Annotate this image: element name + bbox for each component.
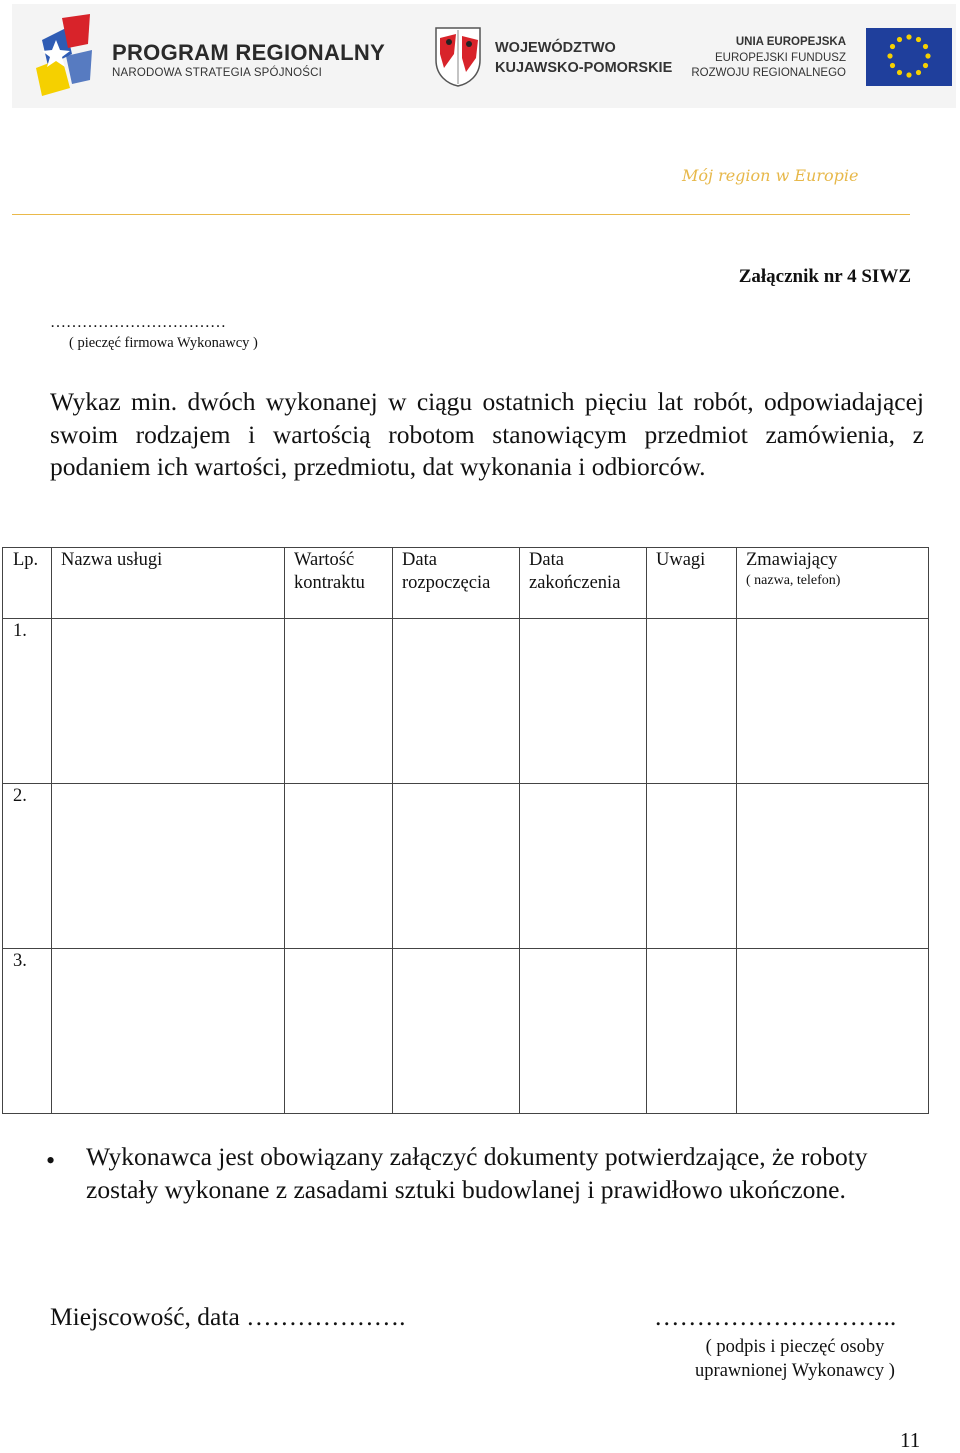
intro-paragraph: Wykaz min. dwóch wykonanej w ciągu ostatnich pięciu lat robót, odpowiadającej swoim rodzajem i wartością robotom stanowiącym przedmiot zamówienia, z podaniem ich wartości, przedmiotu, dat wykonania i odbiorców. bbox=[50, 387, 924, 481]
row-number: 2. bbox=[3, 784, 52, 949]
cell-contract-value[interactable] bbox=[285, 619, 393, 784]
table-row bbox=[3, 784, 929, 949]
contractor-note: Wykonawca jest obowiązany załączyć dokumenty potwierdzające, że roboty zostały wykonane z zasadami sztuki budowlanej i prawidłowo ukończone. bbox=[86, 1142, 868, 1204]
header-service-name: Nazwa usługi bbox=[52, 548, 285, 619]
header-start-date-line1: Data bbox=[402, 550, 437, 570]
eu-label-line3: ROZWOJU REGIONALNEGO bbox=[691, 67, 846, 79]
region-name-line2: KUJAWSKO-POMORSKIE bbox=[495, 60, 673, 76]
region-name-line1: WOJEWÓDZTWO bbox=[495, 40, 616, 56]
program-regionalny-logo bbox=[32, 10, 96, 102]
signature-placeholder: ……………………….. bbox=[654, 1302, 897, 1331]
row-number: 3. bbox=[3, 949, 52, 1114]
header-start-date bbox=[393, 548, 520, 619]
header-contract-value-line2: kontraktu bbox=[294, 573, 365, 593]
cell-start-date[interactable] bbox=[393, 619, 520, 784]
cell-start-date[interactable] bbox=[393, 784, 520, 949]
table-header-row bbox=[3, 548, 929, 619]
cell-end-date[interactable] bbox=[520, 784, 647, 949]
program-title: PROGRAM REGIONALNY bbox=[112, 40, 386, 65]
eu-label-line2: EUROPEJSKI FUNDUSZ bbox=[715, 52, 846, 64]
header-notes: Uwagi bbox=[647, 548, 737, 619]
stamp-caption: ( pieczęć firmowa Wykonawcy ) bbox=[69, 335, 258, 351]
eu-label-line1: UNIA EUROPEJSKA bbox=[735, 36, 846, 48]
cell-client[interactable] bbox=[737, 784, 929, 949]
cell-notes[interactable] bbox=[647, 949, 737, 1114]
program-subtitle: NARODOWA STRATEGIA SPÓJNOŚCI bbox=[112, 67, 323, 79]
cell-notes[interactable] bbox=[647, 784, 737, 949]
cell-end-date[interactable] bbox=[520, 619, 647, 784]
row-number: 1. bbox=[3, 619, 52, 784]
cell-client[interactable] bbox=[737, 949, 929, 1114]
stamp-placeholder: …………………………… bbox=[50, 314, 226, 331]
attachment-label: Załącznik nr 4 SIWZ bbox=[738, 266, 911, 287]
signature-caption-line2: uprawnionej Wykonawcy ) bbox=[695, 1361, 895, 1381]
cell-start-date[interactable] bbox=[393, 949, 520, 1114]
cell-service-name[interactable] bbox=[52, 784, 285, 949]
header-divider bbox=[12, 214, 910, 215]
header-contract-value-line1: Wartość bbox=[294, 550, 355, 570]
works-table bbox=[2, 547, 929, 1114]
header-client-label: Zmawiający bbox=[746, 550, 838, 570]
header-end-date bbox=[520, 548, 647, 619]
cell-service-name[interactable] bbox=[52, 949, 285, 1114]
signature-caption bbox=[670, 1335, 920, 1383]
header-lp: Lp. bbox=[3, 548, 52, 619]
signature-caption-line1: ( podpis i pieczęć osoby bbox=[705, 1337, 885, 1357]
cell-contract-value[interactable] bbox=[285, 949, 393, 1114]
bullet-icon: • bbox=[46, 1146, 56, 1175]
table-row bbox=[3, 619, 929, 784]
cell-client[interactable] bbox=[737, 619, 929, 784]
header-end-date-line2: zakończenia bbox=[529, 573, 621, 593]
header-client-sub: ( nazwa, telefon) bbox=[746, 573, 841, 588]
logo-header bbox=[12, 4, 956, 108]
cell-notes[interactable] bbox=[647, 619, 737, 784]
header-end-date-line1: Data bbox=[529, 550, 564, 570]
page-number: 11 bbox=[900, 1428, 921, 1452]
header-client bbox=[737, 548, 929, 619]
coat-of-arms-icon bbox=[432, 24, 484, 88]
cell-contract-value[interactable] bbox=[285, 784, 393, 949]
header-start-date-line2: rozpoczęcia bbox=[402, 573, 491, 593]
table-row bbox=[3, 949, 929, 1114]
motto: Mój region w Europie bbox=[682, 166, 859, 185]
cell-end-date[interactable] bbox=[520, 949, 647, 1114]
cell-service-name[interactable] bbox=[52, 619, 285, 784]
eu-flag-icon bbox=[866, 28, 952, 86]
header-contract-value bbox=[285, 548, 393, 619]
place-date-field: Miejscowość, data ………………. bbox=[50, 1302, 406, 1331]
